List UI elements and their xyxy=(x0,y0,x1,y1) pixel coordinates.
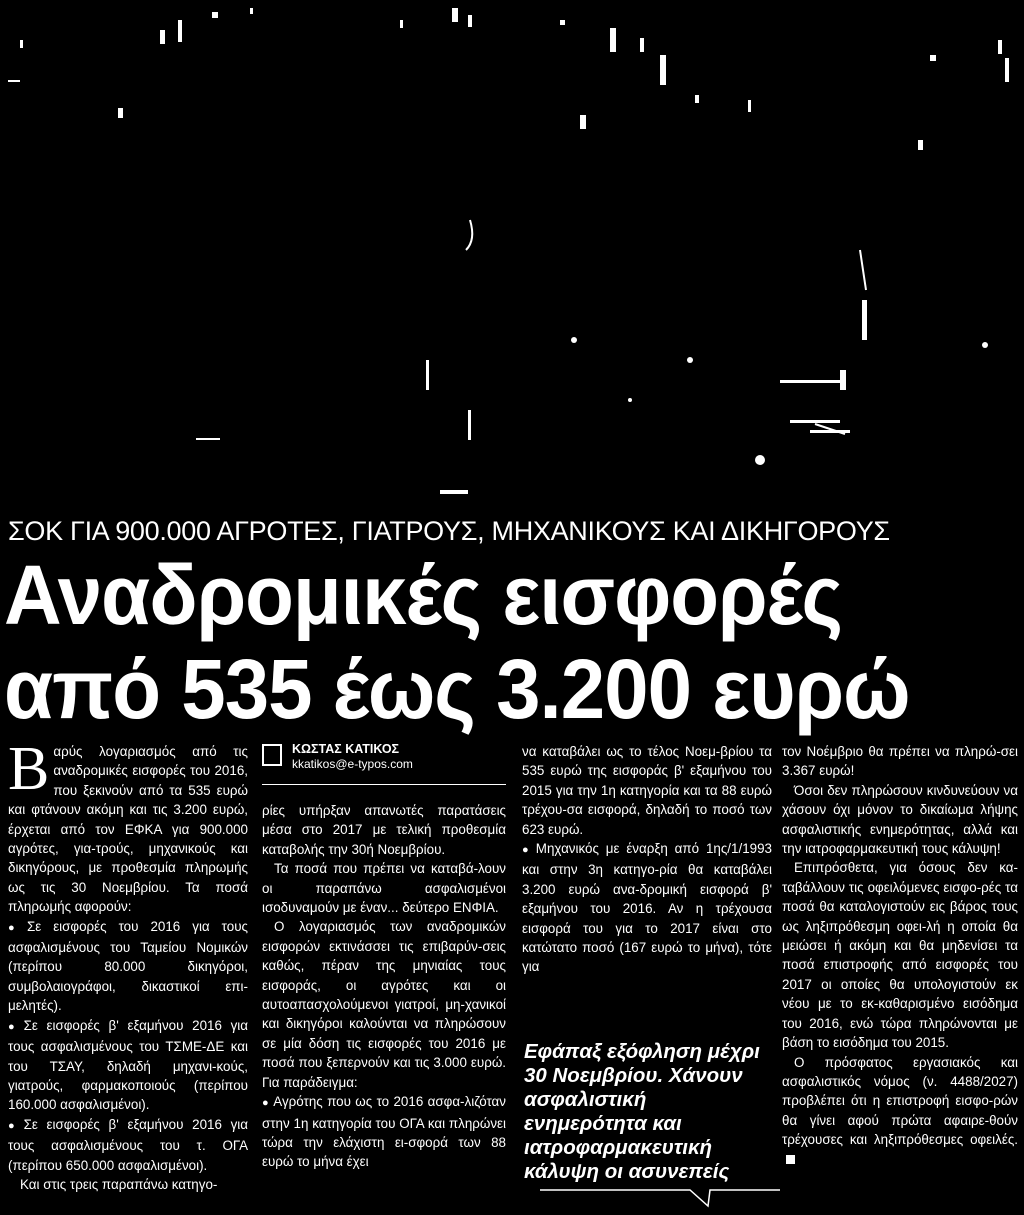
end-mark-icon xyxy=(786,1155,795,1164)
headline-line-2: από 535 έως 3.200 ευρώ xyxy=(4,642,910,736)
paragraph: Όσοι δεν πληρώσουν κινδυνεύουν να χάσουν όχι μόνον το δικαίωμα λήψης ασφαλιστικής ενημερότητας, αλλά και την ιατροφαρμακευτική τους κάλυψη! xyxy=(782,782,1018,857)
paragraph: Επιπρόσθετα, για όσους δεν κα-ταβάλλουν τις οφειλόμενες εισφο-ρές τα ποσά θα καταλογιστούν εις βάρος τους ως ληξιπρόθεσμη οφει-λή η οποία θα μειώσει ή ακόμη και θα μηδενίσει τα ποσά επιστροφής από εισφορές του 2017 οι οποίες θα υπολογιστούν εκ νέου με το εκ-καθαρισμένο εισόδημα του 2016, ενώ τώρα πληρώνονται με βάση το εισόδημα του 2015. xyxy=(782,860,1018,1051)
paragraph: Τα ποσά που πρέπει να καταβά-λουν οι παραπάνω ασφαλισμένοι ισοδυναμούν με έναν... δεύτερο ΕΝΦΙΑ. xyxy=(262,861,506,916)
paragraph xyxy=(782,1053,1018,1169)
paragraph: Και στις τρεις παραπάνω κατηγο- xyxy=(20,1176,218,1192)
dropcap: Β xyxy=(8,735,50,803)
paragraph: ρίες υπήρξαν απανωτές παρατάσεις μέσα στο 2017 με τελική προθεσμία καταβολής την 30ή Νοεμβρίου. xyxy=(262,803,506,857)
paragraph: τον Νοέμβριο θα πρέπει να πληρώ-σει 3.367 ευρώ! xyxy=(782,744,1018,779)
article-kicker: ΣΟΚ ΓΙΑ 900.000 ΑΓΡΟΤΕΣ, ΓΙΑΤΡΟΥΣ, ΜΗΧΑΝΙΚΟΥΣ ΚΑΙ ΔΙΚΗΓΟΡΟΥΣ xyxy=(8,516,890,546)
byline xyxy=(262,742,506,785)
bullet-item: ● Αγρότης που ως το 2016 ασφα-λιζόταν στην 1η κατηγορία του ΟΓΑ και πληρώνει τώρα την ελάχιστη ει-σφορά των 88 ευρώ το μήνα έχει xyxy=(262,1092,506,1172)
article-column-3 xyxy=(522,742,772,977)
paragraph-text: Ο πρόσφατος εργασιακός και ασφαλιστικός νόμος (ν. 4488/2027) προβλέπει ότι η επιστροφή εισφο-ρών θα γίνει αφού πρώτα αφαιρε-θούν τρέχουσες και ληξιπρόθεσμες οφειλές. xyxy=(782,1054,1018,1148)
bullet-item: ● Σε εισφορές του 2016 για τους ασφαλισμένους του Ταμείου Νομικών (περίπου 80.000 δικηγόροι, συμβολαιογράφοι, δικαστικοί επι-μελητές). xyxy=(8,917,248,1016)
author-name: ΚΩΣΤΑΣ ΚΑΤΙΚΟΣ xyxy=(292,742,400,756)
article-column-4 xyxy=(782,742,1018,1169)
author-email: kkatikos@e-typos.com xyxy=(292,757,413,771)
lead-text: αρύς λογαριασμός από τις αναδρομικές εισφορές του 2016, που ξεκινούν από τα 535 ευρώ και φτάνουν ακόμη και τις 3.200 ευρώ, έρχεται από τον ΕΦΚΑ για 900.000 αγρότες, για-τρούς, μηχανικούς και δικηγόρους, με προθεσμία πληρωμής ως τις 30 Νοεμβρίου. Τα ποσά πληρωμής αφορούν: xyxy=(8,744,248,915)
pull-quote-rule xyxy=(540,1188,780,1208)
headline-line-1: Αναδρομικές εισφορές xyxy=(4,548,843,642)
header-photo xyxy=(0,0,1024,500)
bullet-item: ● Σε εισφορές β' εξαμήνου 2016 για τους ασφαλισμένους του ΤΣΜΕ-ΔΕ και του ΤΣΑΥ, δηλαδή μηχανι-κούς, γιατρούς, φαρμακοποιούς (περίπου 160.000 ασφαλισμένοι). xyxy=(8,1016,248,1115)
article-headline xyxy=(4,548,969,736)
paragraph: Ο λογαριασμός των αναδρομικών εισφορών εκτινάσσει τις επιβαρύν-σεις καθώς, πέραν της μηνιαίας τους εισφοράς, οι αγρότες και οι αυτοαπασχολούμενοι γιατροί, μη-χανικοί και δικηγόροι καλούνται να πληρώσουν σε μία δόση τις εισφορές του 2016 με ποσά που ξεπερνούν και τις 3.000 ευρώ. Για παράδειγμα: xyxy=(262,919,506,1090)
bullet-item: ● Σε εισφορές β' εξαμήνου 2016 για τους ασφαλισμένους του τ. ΟΓΑ (περίπου 650.000 ασφαλισμένοι). xyxy=(8,1115,248,1175)
lead-paragraph xyxy=(8,735,248,917)
paragraph: να καταβάλει ως το τέλος Νοεμ-βρίου τα 535 ευρώ της εισφοράς β' εξαμήνου του 2015 για την 1η κατηγορία και τα 88 ευρώ τρέχου-σα εισφορά, δηλαδή το ποσό των 623 ευρώ. xyxy=(522,744,772,837)
article-column-1 xyxy=(8,735,248,1194)
pull-quote: Εφάπαξ εξόφληση μέχρι 30 Νοεμβρίου. Χάνουν ασφαλιστική ενημερότητα και ιατροφαρμακευτική κάλυψη οι ασυνεπείς xyxy=(524,1040,760,1183)
author-icon xyxy=(262,744,282,766)
bullet-item: ● Μηχανικός με έναρξη από 1ης/1/1993 και στην 3η κατηγο-ρία θα καταβάλει 3.200 ευρώ ανα-δρομική εισφορά β' εξαμήνου του 2016. Αν η τρέχουσα εισφορά του για το 2017 είναι στο κατώτατο ποσό (167 ευρώ το μήνα), τότε για xyxy=(522,839,772,977)
article-column-2 xyxy=(262,742,506,1172)
